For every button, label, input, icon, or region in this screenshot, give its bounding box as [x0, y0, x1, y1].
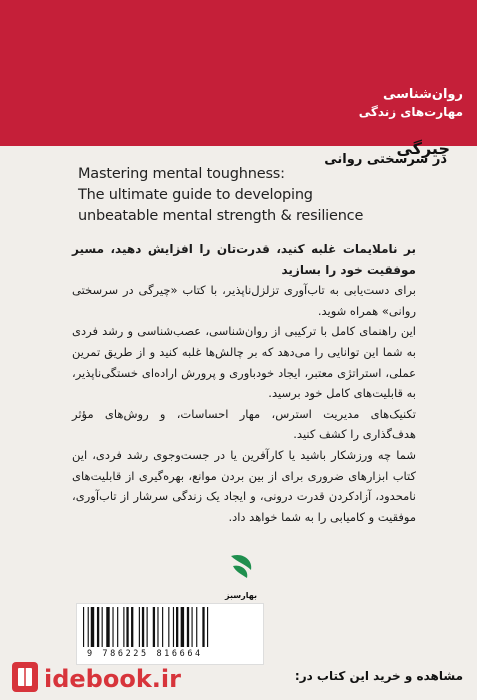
series-label-psychology: روان‌شناسی	[382, 87, 463, 102]
english-title-line-1: Mastering mental toughness:	[78, 166, 285, 182]
publisher-logo	[224, 552, 258, 604]
barcode-bar	[126, 607, 128, 647]
barcode-bar	[192, 607, 193, 647]
barcode-bar	[131, 607, 133, 647]
english-title-line-2: The ultimate guide to developing	[78, 187, 313, 203]
paragraph-1: برای دست‌یابی به تاب‌آوری تزلزل‌ناپذیر، با کتاب «چیرگی در سرسختی روانی» همراه شوید.	[72, 283, 416, 318]
back-cover-description	[72, 239, 416, 527]
barcode-bar	[123, 607, 124, 647]
barcode-bar	[147, 607, 148, 647]
series-label-life-skills: مهارت‌های زندگی	[358, 105, 463, 119]
barcode-bar	[153, 607, 155, 647]
paragraph-4: شما چه ورزشکار باشید یا کارآفرین یا در جست‌وجوی رشد فردی، این کتاب ابزارهای ضروری برای از بین بردن موانع، بهره‌گیری از قابلیت‌های نامحدود، آزادکردن قدرت درونی، و ایجاد یک زندگی سرشار از تاب‌آوری، موفقیت و کامیابی را به شما خواهد داد.	[72, 447, 416, 524]
barcode-bar	[142, 607, 144, 647]
barcode-bar	[162, 607, 163, 647]
publisher-leaf-logo-icon	[224, 552, 258, 604]
isbn-digits: 9 786225 816664	[87, 649, 203, 659]
watermark-bar	[0, 656, 477, 700]
barcode-bar	[91, 607, 94, 647]
barcode-bar	[176, 607, 178, 647]
barcode-bars	[81, 607, 259, 649]
barcode-bar	[97, 607, 99, 647]
barcode-bar	[139, 607, 140, 647]
barcode-bar	[117, 607, 118, 647]
barcode-bar	[202, 607, 204, 647]
barcode-bar	[106, 607, 109, 647]
barcode-bar	[196, 607, 197, 647]
watermark-caption: مشاهده و خرید این کتاب در:	[294, 669, 463, 683]
top-color-band	[0, 0, 477, 146]
barcode-bar	[157, 607, 158, 647]
barcode-bar	[207, 607, 208, 647]
persian-title-main: چیرگی	[396, 139, 450, 158]
publisher-name: بهارسبز	[224, 591, 258, 600]
barcode-bar	[168, 607, 169, 647]
barcode-bar	[88, 607, 89, 647]
persian-title-sub: در سرسختی روانی	[324, 152, 447, 167]
barcode-bar	[187, 607, 189, 647]
paragraph-3: تکنیک‌های مدیریت استرس، مهار احساسات، و روش‌های مؤثر هدف‌گذاری را کشف کنید.	[72, 406, 416, 442]
barcode-bar	[102, 607, 103, 647]
barcode-bar	[83, 607, 84, 647]
barcode-bar	[112, 607, 113, 647]
watermark-brand: idebook.ir	[44, 665, 181, 693]
paragraph-2: این راهنمای کامل با ترکیبی از روان‌شناسی، عصب‌شناسی و رشد فردی به شما این توانایی را می‌دهد که بر چالش‌ها غلبه کنید و از طریق تمرین عملی، استراتژی معتبر، ایجاد خودباوری و پرورش اراده‌ای خستگی‌ناپذیر، به قابلیت‌های کامل خود برسید.	[72, 324, 416, 401]
idebook-watermark-logo	[6, 656, 206, 700]
lead-paragraph: بر ناملایمات غلبه کنید، قدرت‌تان را افزایش دهید، مسیر موفقیت خود را بسازید	[72, 242, 416, 277]
barcode-bar	[181, 607, 184, 647]
barcode-bar	[173, 607, 174, 647]
english-title-line-3: unbeatable mental strength & resilience	[78, 208, 364, 224]
